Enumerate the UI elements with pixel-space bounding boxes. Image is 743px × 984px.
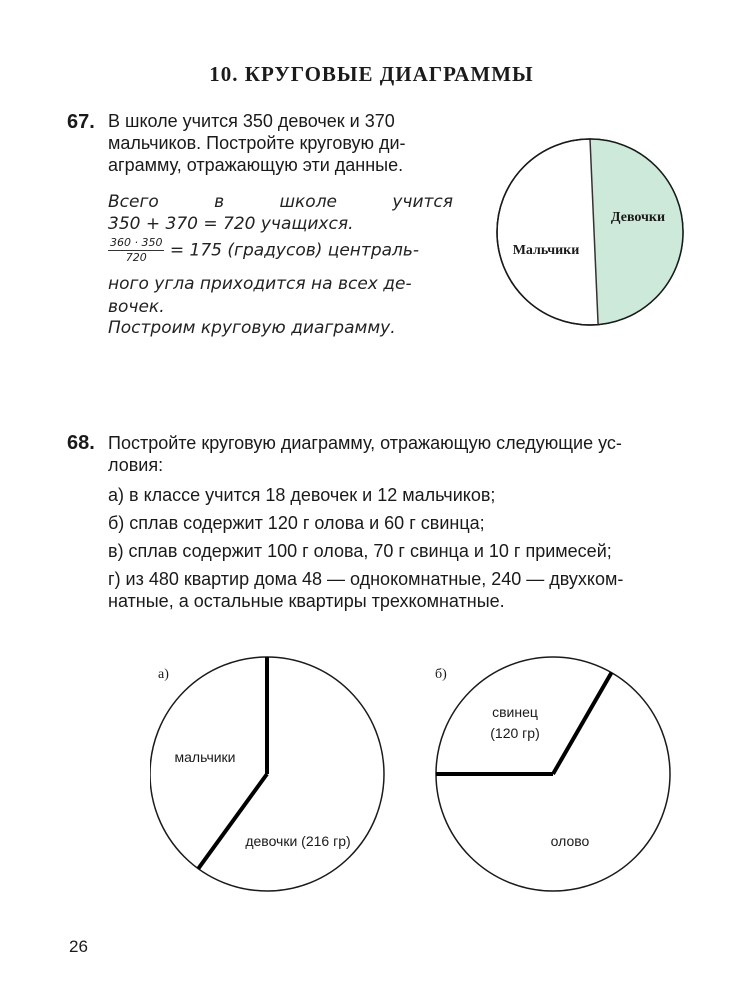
fraction-numerator: 360 · 350 bbox=[110, 236, 163, 249]
problem-67-text-line-2: мальчиков. Постройте круговую ди- bbox=[108, 133, 406, 153]
solution-line-5: вочек. bbox=[108, 297, 165, 317]
pie-chart-67 bbox=[490, 130, 700, 340]
solution-word: в bbox=[214, 192, 225, 212]
solution-line-3-text: = 175 (градусов) централь- bbox=[169, 240, 420, 261]
problem-68-item-b: б) сплав содержит 120 г олова и 60 г свинца; bbox=[108, 513, 485, 533]
pie-a-label-boys: мальчики bbox=[174, 749, 236, 765]
fraction bbox=[108, 236, 164, 265]
problem-68-intro-line-2: ловия: bbox=[108, 455, 164, 475]
solution-word: учится bbox=[392, 192, 453, 212]
page-number: 26 bbox=[69, 937, 88, 956]
pie-67-slice-girls bbox=[590, 139, 683, 325]
problem-68-number: 68. bbox=[67, 432, 95, 454]
pie-b-title: б) bbox=[435, 667, 447, 682]
problem-68-item-a: а) в классе учится 18 девочек и 12 мальчиков; bbox=[108, 485, 496, 505]
pie-chart-b bbox=[425, 650, 695, 910]
pie-a-label-girls: девочки (216 гр) bbox=[245, 833, 351, 849]
problem-68-item-d-line-1: г) из 480 квартир дома 48 — однокомнатные, 240 — двухком- bbox=[108, 569, 624, 589]
pie-b-label-lead-value: (120 гр) bbox=[490, 725, 540, 741]
problem-67-text-line-3: аграмму, отражающую эти данные. bbox=[108, 155, 404, 175]
problem-68-item-d-line-2: натные, а остальные квартиры трехкомнатные. bbox=[108, 591, 505, 611]
problem-67-text-line-1: В школе учится 350 девочек и 370 bbox=[108, 111, 395, 131]
solution-line-1 bbox=[108, 192, 453, 212]
pie-67-label-girls: Девочки bbox=[610, 210, 666, 225]
solution-line-3 bbox=[108, 236, 419, 265]
problem-68-intro-line-1: Постройте круговую диаграмму, отражающую следующие ус- bbox=[108, 433, 622, 453]
pie-chart-a bbox=[150, 650, 420, 910]
fraction-denominator: 720 bbox=[125, 251, 147, 264]
solution-line-6: Построим круговую диаграмму. bbox=[108, 318, 396, 338]
problem-67-number: 67. bbox=[67, 111, 95, 133]
pie-a-title: а) bbox=[158, 667, 169, 682]
solution-word: школе bbox=[279, 192, 338, 212]
pie-67-label-boys: Мальчики bbox=[512, 243, 580, 258]
section-title: 10. КРУГОВЫЕ ДИАГРАММЫ bbox=[209, 62, 534, 86]
pie-b-label-tin: олово bbox=[550, 833, 590, 849]
solution-line-4: ного угла приходится на всех де- bbox=[108, 274, 412, 294]
solution-line-2: 350 + 370 = 720 учащихся. bbox=[108, 214, 354, 234]
problem-68-item-c: в) сплав содержит 100 г олова, 70 г свинца и 10 г примесей; bbox=[108, 541, 612, 561]
solution-word: Всего bbox=[108, 192, 159, 212]
pie-b-label-lead: свинец bbox=[492, 704, 538, 720]
